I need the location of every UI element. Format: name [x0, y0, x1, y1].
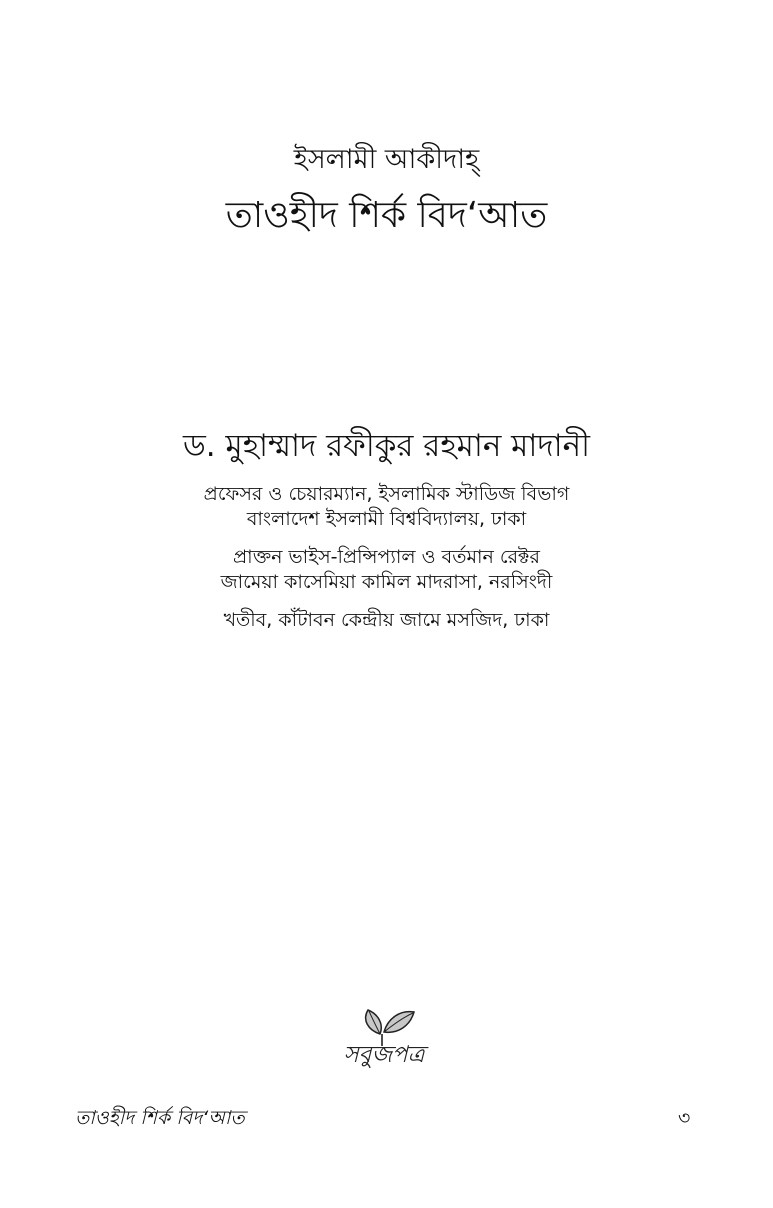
publisher-logo-text: সবুজপত্র [343, 1042, 425, 1068]
publisher-logo [334, 1000, 434, 1072]
author-name: ড. মুহাম্মাদ রফীকুর রহমান মাদানী [182, 428, 591, 464]
running-title: তাওহীদ শির্ক বিদ‘আত [75, 1107, 245, 1129]
author-affiliation-line: প্রফেসর ও চেয়ারম্যান, ইসলামিক স্টাডিজ বিভাগ [203, 483, 570, 505]
author-affiliation-line: বাংলাদেশ ইসলামী বিশ্ববিদ্যালয়, ঢাকা [246, 508, 527, 530]
author-affiliation-line: জামেয়া কাসেমিয়া কামিল মাদরাসা, নরসিংদী [220, 571, 553, 593]
author-affiliation-line: খতীব, কাঁটাবন কেন্দ্রীয় জামে মসজিদ, ঢাকা [223, 609, 550, 631]
book-subtitle: ইসলামী আকীদাহ্ [293, 144, 480, 175]
leaf-sprout-icon [334, 1000, 434, 1072]
page-number: ৩ [678, 1107, 691, 1129]
author-affiliation-line: প্রাক্তন ভাইস-প্রিন্সিপ্যাল ও বর্তমান রেক্টর [233, 546, 540, 568]
book-title: তাওহীদ শির্ক বিদ‘আত [225, 195, 548, 236]
